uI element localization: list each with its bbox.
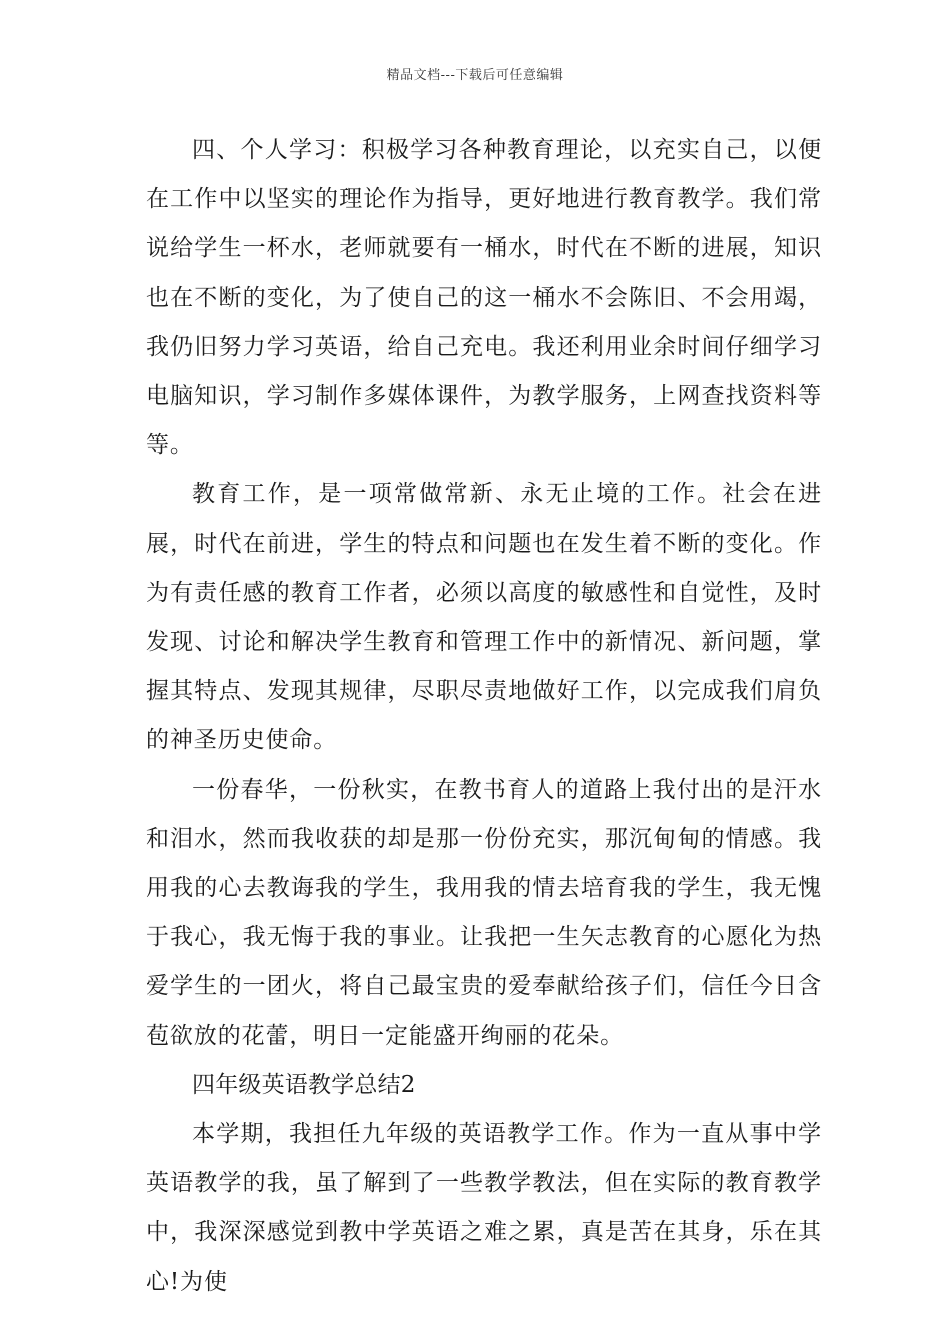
paragraph-this-semester: 本学期，我担任九年级的英语教学工作。作为一直从事中学英语教学的我，虽了解到了一些教学教法，但在实际的教育教学中，我深深感觉到教中学英语之难之累，真是苦在其身，乐在其心!为使	[146, 1121, 822, 1295]
document-body	[146, 126, 822, 1307]
paragraph-spring-autumn: 一份春华，一份秋实，在教书育人的道路上我付出的是汗水和泪水，然而我收获的却是那一份份充实，那沉甸甸的情感。我用我的心去教诲我的学生，我用我的情去培育我的学生，我无愧于我心，我无悔于我的事业。让我把一生矢志教育的心愿化为热爱学生的一团火，将自己最宝贵的爱奉献给孩子们，信任今日含苞欲放的花蕾，明日一定能盛开绚丽的花朵。	[146, 776, 822, 1049]
paragraph-education-work: 教育工作，是一项常做常新、永无止境的工作。社会在进展，时代在前进，学生的特点和问题也在发生着不断的变化。作为有责任感的教育工作者，必须以高度的敏感性和自觉性，及时发现、讨论和解决学生教育和管理工作中的新情况、新问题，掌握其特点、发现其规律，尽职尽责地做好工作，以完成我们肩负的神圣历史使命。	[146, 481, 822, 754]
page-header: 精品文档---下载后可任意编辑	[386, 68, 564, 83]
section-heading: 四年级英语教学总结2	[192, 1071, 416, 1098]
paragraph-personal-study: 四、个人学习：积极学习各种教育理论，以充实自己，以便在工作中以坚实的理论作为指导，更好地进行教育教学。我们常说给学生一杯水，老师就要有一桶水，时代在不断的进展，知识也在不断的变化，为了使自己的这一桶水不会陈旧、不会用竭，我仍旧努力学习英语，给自己充电。我还利用业余时间仔细学习电脑知识，学习制作多媒体课件，为教学服务，上网查找资料等等。	[146, 137, 822, 459]
